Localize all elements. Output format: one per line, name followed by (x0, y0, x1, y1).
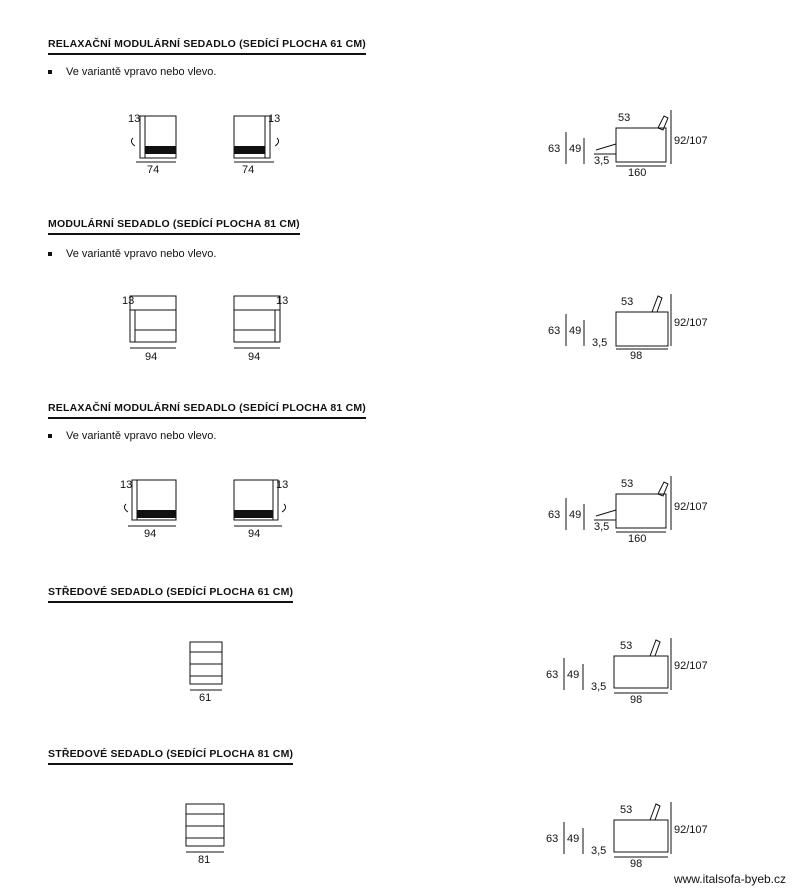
svg-text:63: 63 (546, 669, 559, 681)
svg-text:94: 94 (248, 528, 261, 540)
svg-text:3,5: 3,5 (594, 155, 610, 167)
variant-note: Ve variantě vpravo nebo vlevo. (48, 248, 216, 260)
svg-text:49: 49 (567, 669, 580, 681)
svg-text:98: 98 (630, 858, 643, 870)
side-view (546, 632, 726, 712)
svg-text:13: 13 (122, 295, 135, 307)
section-title: STŘEDOVÉ SEDADLO (SEDÍCÍ PLOCHA 61 CM) (48, 586, 293, 603)
svg-text:94: 94 (248, 351, 261, 363)
svg-text:160: 160 (628, 533, 647, 545)
svg-text:81: 81 (198, 854, 211, 866)
svg-text:74: 74 (242, 164, 255, 176)
svg-text:49: 49 (567, 833, 580, 845)
svg-text:3,5: 3,5 (591, 845, 607, 857)
side-view (546, 286, 726, 366)
variant-note: Ve variantě vpravo nebo vlevo. (48, 430, 216, 442)
section-title: RELAXAČNÍ MODULÁRNÍ SEDADLO (SEDÍCÍ PLOCHA 81 CM) (48, 402, 366, 419)
side-view (546, 104, 726, 184)
website-url: www.italsofa-byeb.cz (673, 872, 786, 886)
svg-text:53: 53 (618, 112, 631, 124)
svg-text:92/107: 92/107 (674, 135, 708, 147)
svg-text:94: 94 (144, 528, 157, 540)
section-title: MODULÁRNÍ SEDADLO (SEDÍCÍ PLOCHA 81 CM) (48, 218, 300, 235)
section-title: STŘEDOVÉ SEDADLO (SEDÍCÍ PLOCHA 81 CM) (48, 748, 293, 765)
section-relax-61 (0, 0, 800, 200)
svg-text:63: 63 (546, 833, 559, 845)
svg-text:63: 63 (548, 325, 561, 337)
variant-note: Ve variantě vpravo nebo vlevo. (48, 66, 216, 78)
svg-text:13: 13 (120, 479, 133, 491)
svg-text:53: 53 (620, 640, 633, 652)
top-view-left (118, 474, 188, 546)
section-center-81 (0, 710, 800, 880)
top-view-right (230, 474, 300, 546)
svg-text:94: 94 (145, 351, 158, 363)
top-view-center (186, 640, 236, 710)
top-view-left (120, 290, 190, 362)
section-modular-81 (0, 180, 800, 380)
top-view-left (120, 108, 190, 180)
svg-text:3,5: 3,5 (594, 521, 610, 533)
svg-text:63: 63 (548, 509, 561, 521)
svg-text:61: 61 (199, 692, 212, 704)
svg-text:92/107: 92/107 (674, 824, 708, 836)
svg-text:13: 13 (276, 479, 289, 491)
top-view-center (182, 802, 234, 872)
svg-text:98: 98 (630, 694, 643, 706)
svg-text:3,5: 3,5 (592, 337, 608, 349)
svg-text:63: 63 (548, 143, 561, 155)
svg-text:98: 98 (630, 350, 643, 362)
svg-text:13: 13 (128, 113, 141, 125)
svg-text:49: 49 (569, 325, 582, 337)
top-view-right (228, 290, 298, 362)
section-relax-81 (0, 364, 800, 564)
top-view-right (228, 108, 298, 180)
svg-text:49: 49 (569, 143, 582, 155)
svg-text:92/107: 92/107 (674, 317, 708, 329)
svg-text:49: 49 (569, 509, 582, 521)
svg-text:3,5: 3,5 (591, 681, 607, 693)
svg-text:160: 160 (628, 167, 647, 179)
svg-text:13: 13 (276, 295, 289, 307)
svg-text:74: 74 (147, 164, 160, 176)
svg-text:53: 53 (621, 478, 634, 490)
svg-text:53: 53 (620, 804, 633, 816)
svg-text:53: 53 (621, 296, 634, 308)
side-view (546, 470, 726, 550)
section-title: RELAXAČNÍ MODULÁRNÍ SEDADLO (SEDÍCÍ PLOCHA 61 CM) (48, 38, 366, 55)
svg-text:92/107: 92/107 (674, 501, 708, 513)
svg-text:92/107: 92/107 (674, 660, 708, 672)
svg-text:13: 13 (268, 113, 281, 125)
section-center-61 (0, 548, 800, 718)
side-view (546, 798, 726, 878)
